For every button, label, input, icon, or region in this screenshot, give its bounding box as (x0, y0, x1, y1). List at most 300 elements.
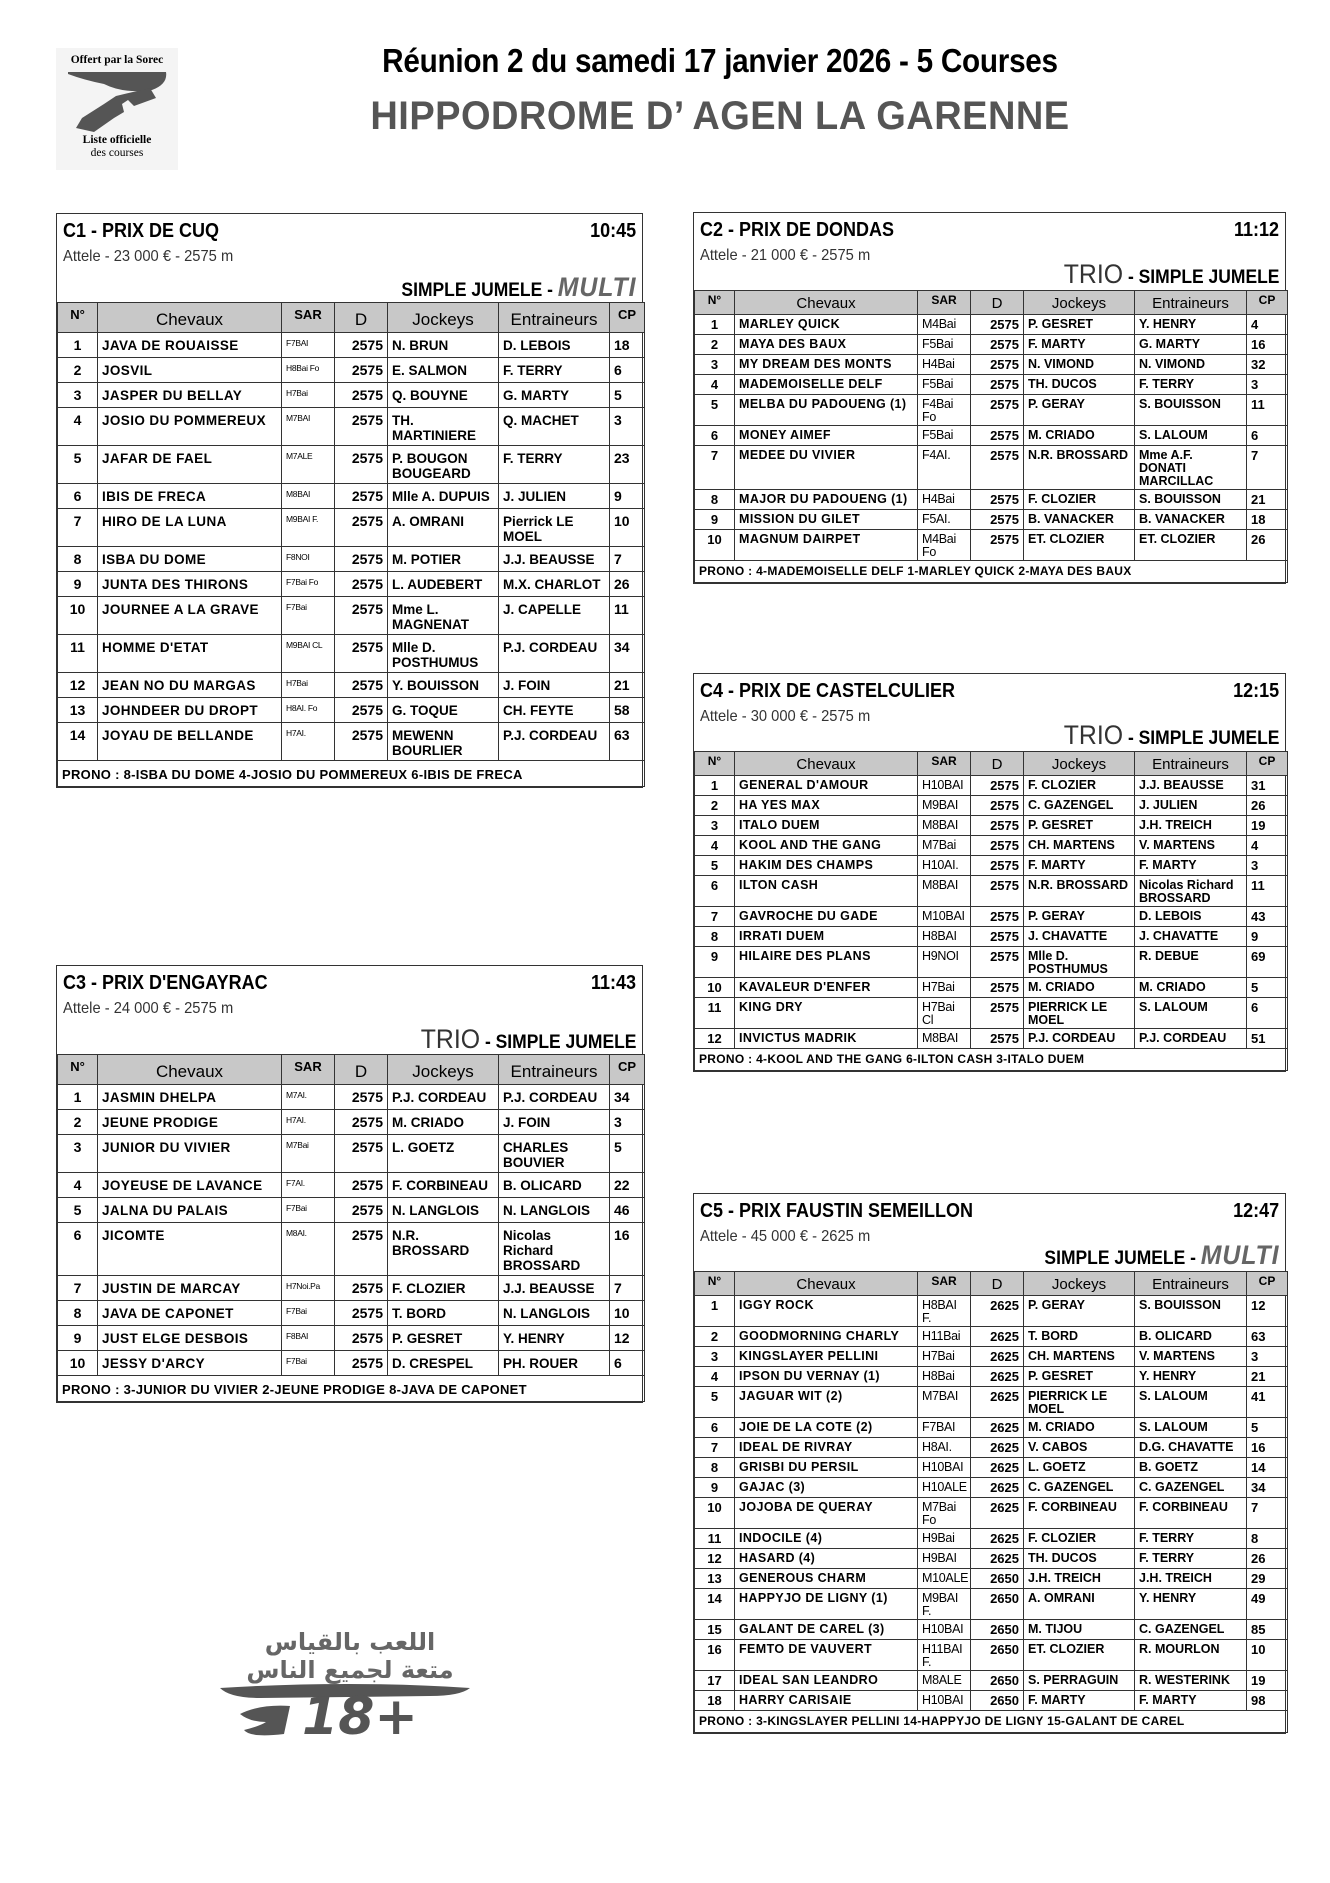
runner-number: 6 (58, 1223, 98, 1276)
col-header-dist: D (335, 303, 388, 333)
jockey-name: F. MARTY (1024, 1691, 1135, 1711)
runner-row (58, 1276, 645, 1301)
table-header-row (58, 1055, 645, 1085)
horse-name: HIRO DE LA LUNA (98, 509, 282, 547)
horse-name: JOSIO DU POMMEREUX (98, 408, 282, 446)
race-distance: 2625 (971, 1387, 1024, 1418)
race-distance: 2575 (335, 383, 388, 408)
col-header-trainer: Entraineurs (499, 303, 610, 333)
horse-name: JOHNDEER DU DROPT (98, 698, 282, 723)
race-distance: 2575 (971, 876, 1024, 907)
horse-sar: M7Bai Fo (918, 1498, 971, 1529)
logo-bottom-text-1: Liste officielle (82, 134, 152, 146)
prono-row (695, 1049, 1288, 1071)
horse-sar: H8BAI (918, 927, 971, 947)
runner-number: 4 (695, 375, 735, 395)
runner-row (58, 1301, 645, 1326)
trainer-name: S. LALOUM (1135, 998, 1247, 1029)
race-distance: 2650 (971, 1640, 1024, 1671)
race-time: 12:47 (1232, 1200, 1279, 1222)
trainer-name: F. TERRY (1135, 1549, 1247, 1569)
prono-row (695, 1711, 1288, 1733)
race-bet-types (1063, 259, 1279, 290)
runner-number: 1 (695, 315, 735, 335)
race-time: 11:12 (1233, 219, 1279, 241)
col-header-trainer: Entraineurs (1135, 752, 1247, 776)
runner-row (695, 446, 1288, 490)
runner-number: 4 (695, 1367, 735, 1387)
race-distance: 2650 (971, 1620, 1024, 1640)
runner-number: 4 (58, 1173, 98, 1198)
horse-name: JASMIN DHELPA (98, 1085, 282, 1110)
runner-row (695, 876, 1288, 907)
horse-logo-icon (64, 68, 170, 134)
jockey-name: N. VIMOND (1024, 355, 1135, 375)
trainer-name: F. MARTY (1135, 856, 1247, 876)
jockey-name: F. CORBINEAU (1024, 1498, 1135, 1529)
horse-name: JAFAR DE FAEL (98, 446, 282, 484)
trainer-name: PH. ROUER (499, 1351, 610, 1376)
race-title: C4 - PRIX DE CASTELCULIER (700, 680, 956, 702)
trainer-name: J. JULIEN (1135, 796, 1247, 816)
horse-sar: H9Bai (918, 1529, 971, 1549)
trainer-name: P.J. CORDEAU (499, 1085, 610, 1110)
horse-sar: M4Bai (918, 315, 971, 335)
horse-sar: M7AI. (282, 1085, 335, 1110)
cp-value: 23 (610, 446, 645, 484)
cp-value: 12 (1247, 1296, 1288, 1327)
horse-name: GAJAC (3) (735, 1478, 918, 1498)
horse-sar: H10AI. (918, 856, 971, 876)
horse-name: JESSY D'ARCY (98, 1351, 282, 1376)
horse-sar: H7Noi.Pa (282, 1276, 335, 1301)
race-distance: 2575 (335, 673, 388, 698)
horse-name: MY DREAM DES MONTS (735, 355, 918, 375)
cp-value: 26 (610, 572, 645, 597)
prono-row (58, 1376, 645, 1402)
jockey-name: CH. MARTENS (1024, 1347, 1135, 1367)
runner-row (695, 335, 1288, 355)
jockey-name: N.R. BROSSARD (1024, 446, 1135, 490)
horse-sar: F8BAI (282, 1326, 335, 1351)
col-header-trainer: Entraineurs (499, 1055, 610, 1085)
jockey-name: M. CRIADO (388, 1110, 499, 1135)
col-header-jockey: Jockeys (388, 1055, 499, 1085)
runner-number: 8 (58, 1301, 98, 1326)
trainer-name: G. MARTY (499, 383, 610, 408)
trainer-name: B. GOETZ (1135, 1458, 1247, 1478)
race-distance: 2625 (971, 1296, 1024, 1327)
runner-row (695, 530, 1288, 561)
cp-value: 6 (610, 358, 645, 383)
horse-name: HASARD (4) (735, 1549, 918, 1569)
race-distance: 2625 (971, 1347, 1024, 1367)
race-distance: 2625 (971, 1529, 1024, 1549)
runner-number: 9 (695, 1478, 735, 1498)
trainer-name: C. GAZENGEL (1135, 1478, 1247, 1498)
runner-number: 4 (695, 836, 735, 856)
runner-number: 7 (58, 509, 98, 547)
runner-row (58, 1351, 645, 1376)
trainer-name: G. MARTY (1135, 335, 1247, 355)
runner-number: 9 (695, 947, 735, 978)
horse-sar: M8BAI (282, 484, 335, 509)
cp-value: 22 (610, 1173, 645, 1198)
col-header-cp: CP (1247, 291, 1288, 315)
runner-row (695, 1458, 1288, 1478)
cp-value: 10 (610, 509, 645, 547)
race-distance: 2575 (971, 947, 1024, 978)
trainer-name: S. BOUISSON (1135, 395, 1247, 426)
horse-name: JASPER DU BELLAY (98, 383, 282, 408)
runner-number: 3 (58, 383, 98, 408)
cp-value: 5 (1247, 1418, 1288, 1438)
runner-number: 10 (695, 530, 735, 561)
jockey-name: P.J. CORDEAU (388, 1085, 499, 1110)
race-bet-types (1044, 1240, 1279, 1271)
runners-table (694, 1271, 1288, 1733)
jockey-name: TH. DUCOS (1024, 375, 1135, 395)
jockey-name: J.H. TREICH (1024, 1569, 1135, 1589)
runner-number: 3 (58, 1135, 98, 1173)
cp-value: 32 (1247, 355, 1288, 375)
horse-name: GOODMORNING CHARLY (735, 1327, 918, 1347)
runner-number: 2 (695, 796, 735, 816)
horse-name: IDEAL SAN LEANDRO (735, 1671, 918, 1691)
cp-value: 5 (1247, 978, 1288, 998)
jockey-name: N. LANGLOIS (388, 1198, 499, 1223)
trainer-name: S. LALOUM (1135, 1418, 1247, 1438)
runner-number: 7 (695, 446, 735, 490)
jockey-name: B. VANACKER (1024, 510, 1135, 530)
jockey-name: Y. BOUISSON (388, 673, 499, 698)
cp-value: 7 (610, 1276, 645, 1301)
horse-sar: M9BAI (918, 796, 971, 816)
runner-row (58, 1223, 645, 1276)
jockey-name: P. GESRET (1024, 315, 1135, 335)
horse-sar: M8BAI (918, 876, 971, 907)
trainer-name: S. LALOUM (1135, 1387, 1247, 1418)
jockey-name: F. MARTY (1024, 856, 1135, 876)
race-distance: 2625 (971, 1549, 1024, 1569)
trainer-name: P.J. CORDEAU (499, 635, 610, 673)
horse-sar: H8BAI F. (918, 1296, 971, 1327)
runner-number: 10 (695, 1498, 735, 1529)
trainer-name: Y. HENRY (1135, 1367, 1247, 1387)
jockey-name: P. GERAY (1024, 1296, 1135, 1327)
jockey-name: G. TOQUE (388, 698, 499, 723)
horse-name: HA YES MAX (735, 796, 918, 816)
horse-sar: H8AI. Fo (282, 698, 335, 723)
trainer-name: N. LANGLOIS (499, 1301, 610, 1326)
horse-name: JUST ELGE DESBOIS (98, 1326, 282, 1351)
jockey-name: TH. MARTINIERE (388, 408, 499, 446)
bet-type-trio: TRIO (1063, 259, 1123, 289)
runner-row (695, 355, 1288, 375)
runner-row (695, 1387, 1288, 1418)
race-title: C2 - PRIX DE DONDAS (700, 219, 895, 241)
horse-sar: H4Bai (918, 490, 971, 510)
horse-sar: M7Bai (282, 1135, 335, 1173)
runner-number: 6 (695, 426, 735, 446)
jockey-name: P. GERAY (1024, 907, 1135, 927)
runner-number: 2 (58, 1110, 98, 1135)
trainer-name: Y. HENRY (1135, 315, 1247, 335)
race-distance: 2575 (971, 335, 1024, 355)
cp-value: 14 (1247, 1458, 1288, 1478)
horse-sar: M9BAI CL (282, 635, 335, 673)
horse-name: ILTON CASH (735, 876, 918, 907)
cp-value: 34 (610, 635, 645, 673)
runner-number: 9 (58, 572, 98, 597)
race-bet-types (1063, 720, 1279, 751)
cp-value: 16 (1247, 335, 1288, 355)
runner-number: 7 (695, 907, 735, 927)
runner-number: 5 (695, 856, 735, 876)
runner-number: 12 (695, 1549, 735, 1569)
cp-value: 21 (610, 673, 645, 698)
jockey-name: P. GESRET (388, 1326, 499, 1351)
cp-value: 63 (610, 723, 645, 761)
race-distance: 2575 (971, 375, 1024, 395)
race-distance: 2575 (335, 1198, 388, 1223)
race-distance: 2575 (971, 446, 1024, 490)
runner-number: 8 (695, 1458, 735, 1478)
horse-name: MISSION DU GILET (735, 510, 918, 530)
horse-sar: M7ALE (282, 446, 335, 484)
runner-row (58, 383, 645, 408)
trainer-name: J.J. BEAUSSE (499, 1276, 610, 1301)
horse-sar: M9BAI F. (282, 509, 335, 547)
horse-sar: F7Bai Fo (282, 572, 335, 597)
horse-name: GRISBI DU PERSIL (735, 1458, 918, 1478)
jockey-name: V. CABOS (1024, 1438, 1135, 1458)
race-distance: 2575 (335, 1223, 388, 1276)
jockey-name: T. BORD (1024, 1327, 1135, 1347)
col-header-trainer: Entraineurs (1135, 291, 1247, 315)
race-distance: 2575 (335, 408, 388, 446)
horse-name: HOMME D'ETAT (98, 635, 282, 673)
trainer-name: J. CAPELLE (499, 597, 610, 635)
horse-name: HARRY CARISAIE (735, 1691, 918, 1711)
horse-name: JOIE DE LA COTE (2) (735, 1418, 918, 1438)
runner-row (695, 1671, 1288, 1691)
runner-number: 8 (58, 547, 98, 572)
jockey-name: M. TIJOU (1024, 1620, 1135, 1640)
bet-type-simple-jumele: SIMPLE JUMELE - (1043, 1248, 1201, 1269)
responsible-gaming-logo (200, 1622, 500, 1742)
cp-value: 26 (1247, 530, 1288, 561)
cp-value: 12 (610, 1326, 645, 1351)
runner-row (58, 484, 645, 509)
cp-value: 41 (1247, 1387, 1288, 1418)
race-header (57, 214, 642, 302)
horse-sar: H10BAI (918, 1620, 971, 1640)
trainer-name: CH. FEYTE (499, 698, 610, 723)
horse-name: JAVA DE CAPONET (98, 1301, 282, 1326)
cp-value: 10 (1247, 1640, 1288, 1671)
race-distance: 2575 (971, 978, 1024, 998)
trainer-name: F. TERRY (1135, 375, 1247, 395)
trainer-name: R. WESTERINK (1135, 1671, 1247, 1691)
race-conditions: Attele - 24 000 € - 2575 m (63, 1000, 234, 1017)
race-distance: 2575 (335, 1173, 388, 1198)
trainer-name: J.J. BEAUSSE (499, 547, 610, 572)
horse-sar: F8NOI (282, 547, 335, 572)
runner-number: 13 (58, 698, 98, 723)
cp-value: 3 (610, 408, 645, 446)
trainer-name: M. CRIADO (1135, 978, 1247, 998)
horse-name: JEAN NO DU MARGAS (98, 673, 282, 698)
horse-sar: H9NOI (918, 947, 971, 978)
jockey-name: Mlle A. DUPUIS (388, 484, 499, 509)
race-distance: 2575 (335, 572, 388, 597)
horse-sar: H9BAI (918, 1549, 971, 1569)
runner-number: 5 (695, 1387, 735, 1418)
runner-row (58, 547, 645, 572)
runner-row (58, 509, 645, 547)
cp-value: 69 (1247, 947, 1288, 978)
race-conditions: Attele - 23 000 € - 2575 m (63, 248, 234, 265)
horse-sar: H10ALE (918, 1478, 971, 1498)
race-distance: 2575 (971, 776, 1024, 796)
runner-number: 6 (695, 876, 735, 907)
race-distance: 2575 (971, 315, 1024, 335)
runner-number: 12 (695, 1029, 735, 1049)
cp-value: 26 (1247, 1549, 1288, 1569)
trainer-name: N. VIMOND (1135, 355, 1247, 375)
race-distance: 2575 (971, 907, 1024, 927)
runner-row (695, 1691, 1288, 1711)
horse-sar: F7Bai (282, 597, 335, 635)
runner-row (695, 426, 1288, 446)
horse-name: GAVROCHE DU GADE (735, 907, 918, 927)
runner-row (695, 1438, 1288, 1458)
horse-sar: H7Bai (918, 1347, 971, 1367)
col-header-jockey: Jockeys (1024, 1272, 1135, 1296)
horse-sar: H4Bai (918, 355, 971, 375)
race-distance: 2575 (971, 490, 1024, 510)
cp-value: 43 (1247, 907, 1288, 927)
race-distance: 2575 (971, 856, 1024, 876)
trainer-name: B. VANACKER (1135, 510, 1247, 530)
cp-value: 3 (1247, 1347, 1288, 1367)
cp-value: 19 (1247, 1671, 1288, 1691)
cp-value: 5 (610, 383, 645, 408)
horse-name: MADEMOISELLE DELF (735, 375, 918, 395)
col-header-dist: D (971, 291, 1024, 315)
horse-name: JICOMTE (98, 1223, 282, 1276)
horse-name: IPSON DU VERNAY (1) (735, 1367, 918, 1387)
runner-number: 5 (58, 446, 98, 484)
age-badge-18-plus: 18+ (302, 1687, 418, 1742)
horse-name: JUNIOR DU VIVIER (98, 1135, 282, 1173)
horse-sar: M4Bai Fo (918, 530, 971, 561)
trainer-name: F. TERRY (499, 446, 610, 484)
cp-value: 6 (1247, 426, 1288, 446)
race-distance: 2575 (335, 1351, 388, 1376)
cp-value: 16 (1247, 1438, 1288, 1458)
runner-row (695, 927, 1288, 947)
horse-name: JOURNEE A LA GRAVE (98, 597, 282, 635)
race-distance: 2575 (335, 1135, 388, 1173)
jockey-name: L. GOETZ (388, 1135, 499, 1173)
horse-sar: F7AI. (282, 1173, 335, 1198)
runner-row (695, 395, 1288, 426)
cp-value: 6 (1247, 998, 1288, 1029)
runner-row (58, 673, 645, 698)
runner-row (695, 1296, 1288, 1327)
col-header-num: N° (58, 303, 98, 333)
horse-sar: M8BAI (918, 816, 971, 836)
horse-sar: F4Bai Fo (918, 395, 971, 426)
col-header-jockey: Jockeys (1024, 752, 1135, 776)
runner-number: 3 (695, 355, 735, 375)
race-time: 10:45 (589, 220, 636, 242)
horse-sar: F5Bai (918, 426, 971, 446)
horse-name: JOSVIL (98, 358, 282, 383)
runner-number: 14 (58, 723, 98, 761)
cp-value: 4 (1247, 315, 1288, 335)
jockey-name: F. CLOZIER (1024, 490, 1135, 510)
horse-sar: M7BAI (282, 408, 335, 446)
jockey-name: T. BORD (388, 1301, 499, 1326)
horse-name: GALANT DE CAREL (3) (735, 1620, 918, 1640)
runner-number: 6 (695, 1418, 735, 1438)
cp-value: 11 (1247, 395, 1288, 426)
horse-name: GENERAL D'AMOUR (735, 776, 918, 796)
runner-row (695, 490, 1288, 510)
race-distance: 2625 (971, 1327, 1024, 1347)
horse-sar: F5Bai (918, 335, 971, 355)
runner-row (58, 698, 645, 723)
runner-row (695, 1569, 1288, 1589)
bet-type-simple-jumele: SIMPLE JUMELE - (400, 280, 558, 301)
cp-value: 11 (1247, 876, 1288, 907)
jockey-name: MEWENN BOURLIER (388, 723, 499, 761)
race-distance: 2575 (971, 816, 1024, 836)
race-distance: 2575 (971, 530, 1024, 561)
horse-sar: H8Bai (918, 1367, 971, 1387)
runner-number: 2 (58, 358, 98, 383)
race-distance: 2575 (335, 547, 388, 572)
horse-sar: F7Bai (282, 1198, 335, 1223)
horse-name: FEMTO DE VAUVERT (735, 1640, 918, 1671)
bet-type-multi: MULTI (1200, 1240, 1279, 1270)
runner-row (695, 907, 1288, 927)
col-header-sar: SAR (282, 1055, 335, 1085)
horse-sar: H7Bai (282, 383, 335, 408)
cp-value: 31 (1247, 776, 1288, 796)
jockey-name: Mlle D. POSTHUMUS (1024, 947, 1135, 978)
runner-number: 1 (58, 1085, 98, 1110)
race-header (57, 966, 642, 1054)
trainer-name: N. LANGLOIS (499, 1198, 610, 1223)
col-header-horse: Chevaux (98, 1055, 282, 1085)
cp-value: 46 (610, 1198, 645, 1223)
bet-type-trio: TRIO (1063, 720, 1123, 750)
horse-sar: H7AI. (282, 723, 335, 761)
trainer-name: B. OLICARD (1135, 1327, 1247, 1347)
runner-row (58, 1110, 645, 1135)
runners-table (57, 302, 645, 787)
table-header-row (695, 1272, 1288, 1296)
runner-number: 5 (695, 395, 735, 426)
race-distance: 2575 (971, 836, 1024, 856)
horse-sar: H11BAI F. (918, 1640, 971, 1671)
race-distance: 2575 (335, 333, 388, 358)
horse-name: IDEAL DE RIVRAY (735, 1438, 918, 1458)
